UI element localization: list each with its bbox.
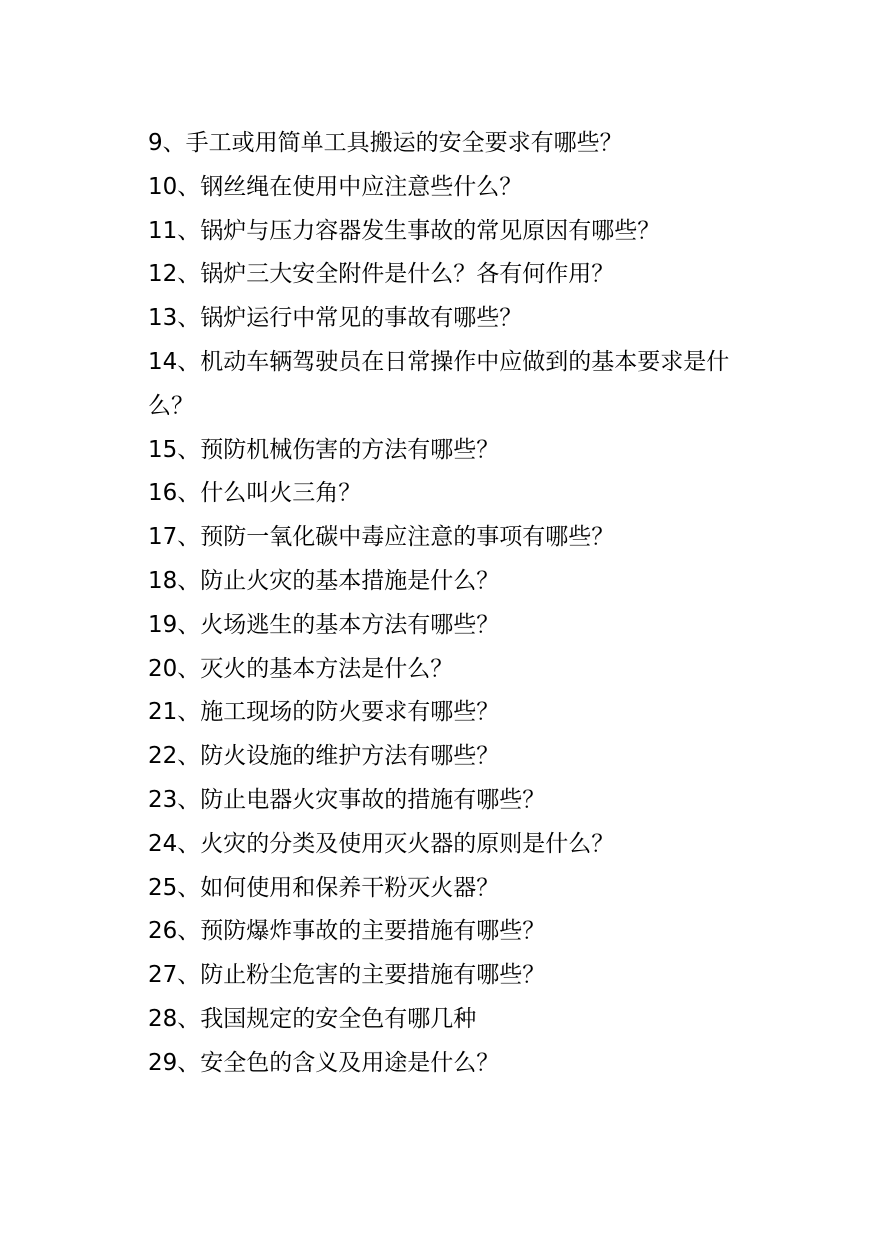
question-item: 23、防止电器火灾事故的措施有哪些？ (148, 786, 546, 813)
question-item: 10、钢丝绳在使用中应注意些什么？ (148, 173, 523, 200)
question-item: 12、锅炉三大安全附件是什么？各有何作用？ (148, 261, 615, 288)
question-item: 13、锅炉运行中常见的事故有哪些？ (148, 305, 523, 332)
question-item: 24、火灾的分类及使用灭火器的原则是什么？ (148, 830, 615, 857)
question-item: 20、灭火的基本方法是什么？ (148, 655, 454, 682)
question-item: 27、防止粉尘危害的主要措施有哪些？ (148, 962, 546, 989)
question-item: 11、锅炉与压力容器发生事故的常见原因有哪些？ (148, 217, 661, 244)
question-item: 17、预防一氧化碳中毒应注意的事项有哪些？ (148, 524, 615, 551)
question-item: 9、手工或用简单工具搬运的安全要求有哪些？ (148, 130, 623, 156)
question-item: 21、施工现场的防火要求有哪些？ (148, 699, 500, 726)
question-item: 16、什么叫火三角？ (148, 480, 362, 507)
question-item: 26、预防爆炸事故的主要措施有哪些？ (148, 918, 546, 945)
question-item: 22、防火设施的维护方法有哪些？ (148, 743, 500, 770)
question-item: 29、安全色的含义及用途是什么？ (148, 1049, 500, 1076)
question-item: 25、如何使用和保养干粉灭火器？ (148, 874, 500, 901)
question-list (148, 122, 768, 1086)
question-item: 19、火场逃生的基本方法有哪些？ (148, 611, 500, 638)
question-item: 18、防止火灾的基本措施是什么？ (148, 567, 500, 594)
question-item: 14、机动车辆驾驶员在日常操作中应做到的基本要求是什么？ (148, 348, 730, 419)
question-item: 15、预防机械伤害的方法有哪些？ (148, 436, 500, 463)
question-item: 28、我国规定的安全色有哪几种 (148, 1005, 477, 1032)
